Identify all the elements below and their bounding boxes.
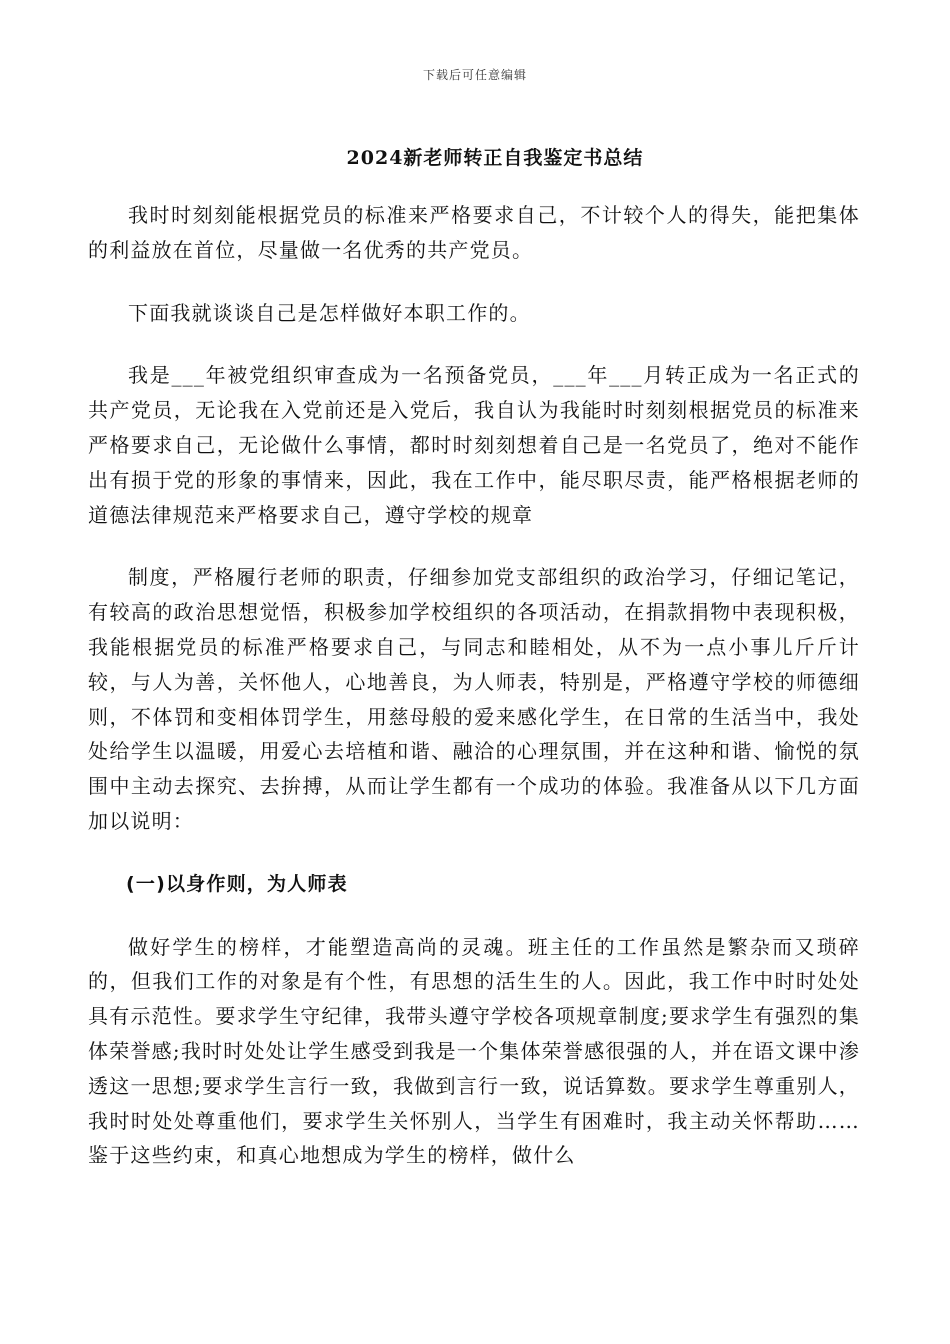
paragraph-1: 我时时刻刻能根据党员的标准来严格要求自己，不计较个人的得失，能把集体的利益放在首位，尽量做一名优秀的共产党员。 bbox=[88, 203, 860, 262]
document-title: 2024新老师转正自我鉴定书总结 bbox=[346, 147, 644, 169]
paragraph-3: 我是___年被党组织审查成为一名预备党员，___年___月转正成为一名正式的共产党员，无论我在入党前还是入党后，我自认为我能时时刻刻根据党员的标准来严格要求自己，无论做什么事情，都时时刻刻想着自己是一名党员了，绝对不能作出有损于党的形象的事情来，因此，我在工作中，能尽职尽责，能严格根据老师的道德法律规范来严格要求自己，遵守学校的规章 bbox=[88, 363, 860, 527]
paragraph-2: 下面我就谈谈自己是怎样做好本职工作的。 bbox=[128, 300, 531, 325]
document-body bbox=[88, 198, 860, 1193]
paragraph-4: 制度，严格履行老师的职责，仔细参加党支部组织的政治学习，仔细记笔记，有较高的政治思想觉悟，积极参加学校组织的各项活动，在捐款捐物中表现积极，我能根据党员的标准严格要求自己，与同志和睦相处，从不为一点小事儿斤斤计较，与人为善，关怀他人，心地善良，为人师表，特别是，严格遵守学校的师德细则，不体罚和变相体罚学生，用慈母般的爱来感化学生，在日常的生活当中，我处处给学生以温暖，用爱心去培植和谐、融洽的心理氛围，并在这种和谐、愉悦的氛围中主动去探究、去拚搏，从而让学生都有一个成功的体验。我准备从以下几方面加以说明： bbox=[88, 565, 860, 833]
header-note: 下载后可任意编辑 bbox=[422, 68, 527, 82]
section-heading: (一)以身作则，为人师表 bbox=[126, 872, 348, 895]
section-paragraph: 做好学生的榜样，才能塑造高尚的灵魂。班主任的工作虽然是繁杂而又琐碎的，但我们工作的对象是有个性，有思想的活生生的人。因此，我工作中时时处处具有示范性。要求学生守纪律，我带头遵守学校各项规章制度;要求学生有强烈的集体荣誉感;我时时处处让学生感受到我是一个集体荣誉感很强的人，并在语文课中渗透这一思想;要求学生言行一致，我做到言行一致，说话算数。要求学生尊重别人，我时时处处尊重他们，要求学生关怀别人，当学生有困难时，我主动关怀帮助……鉴于这些约束，和真心地想成为学生的榜样，做什么 bbox=[88, 934, 860, 1168]
